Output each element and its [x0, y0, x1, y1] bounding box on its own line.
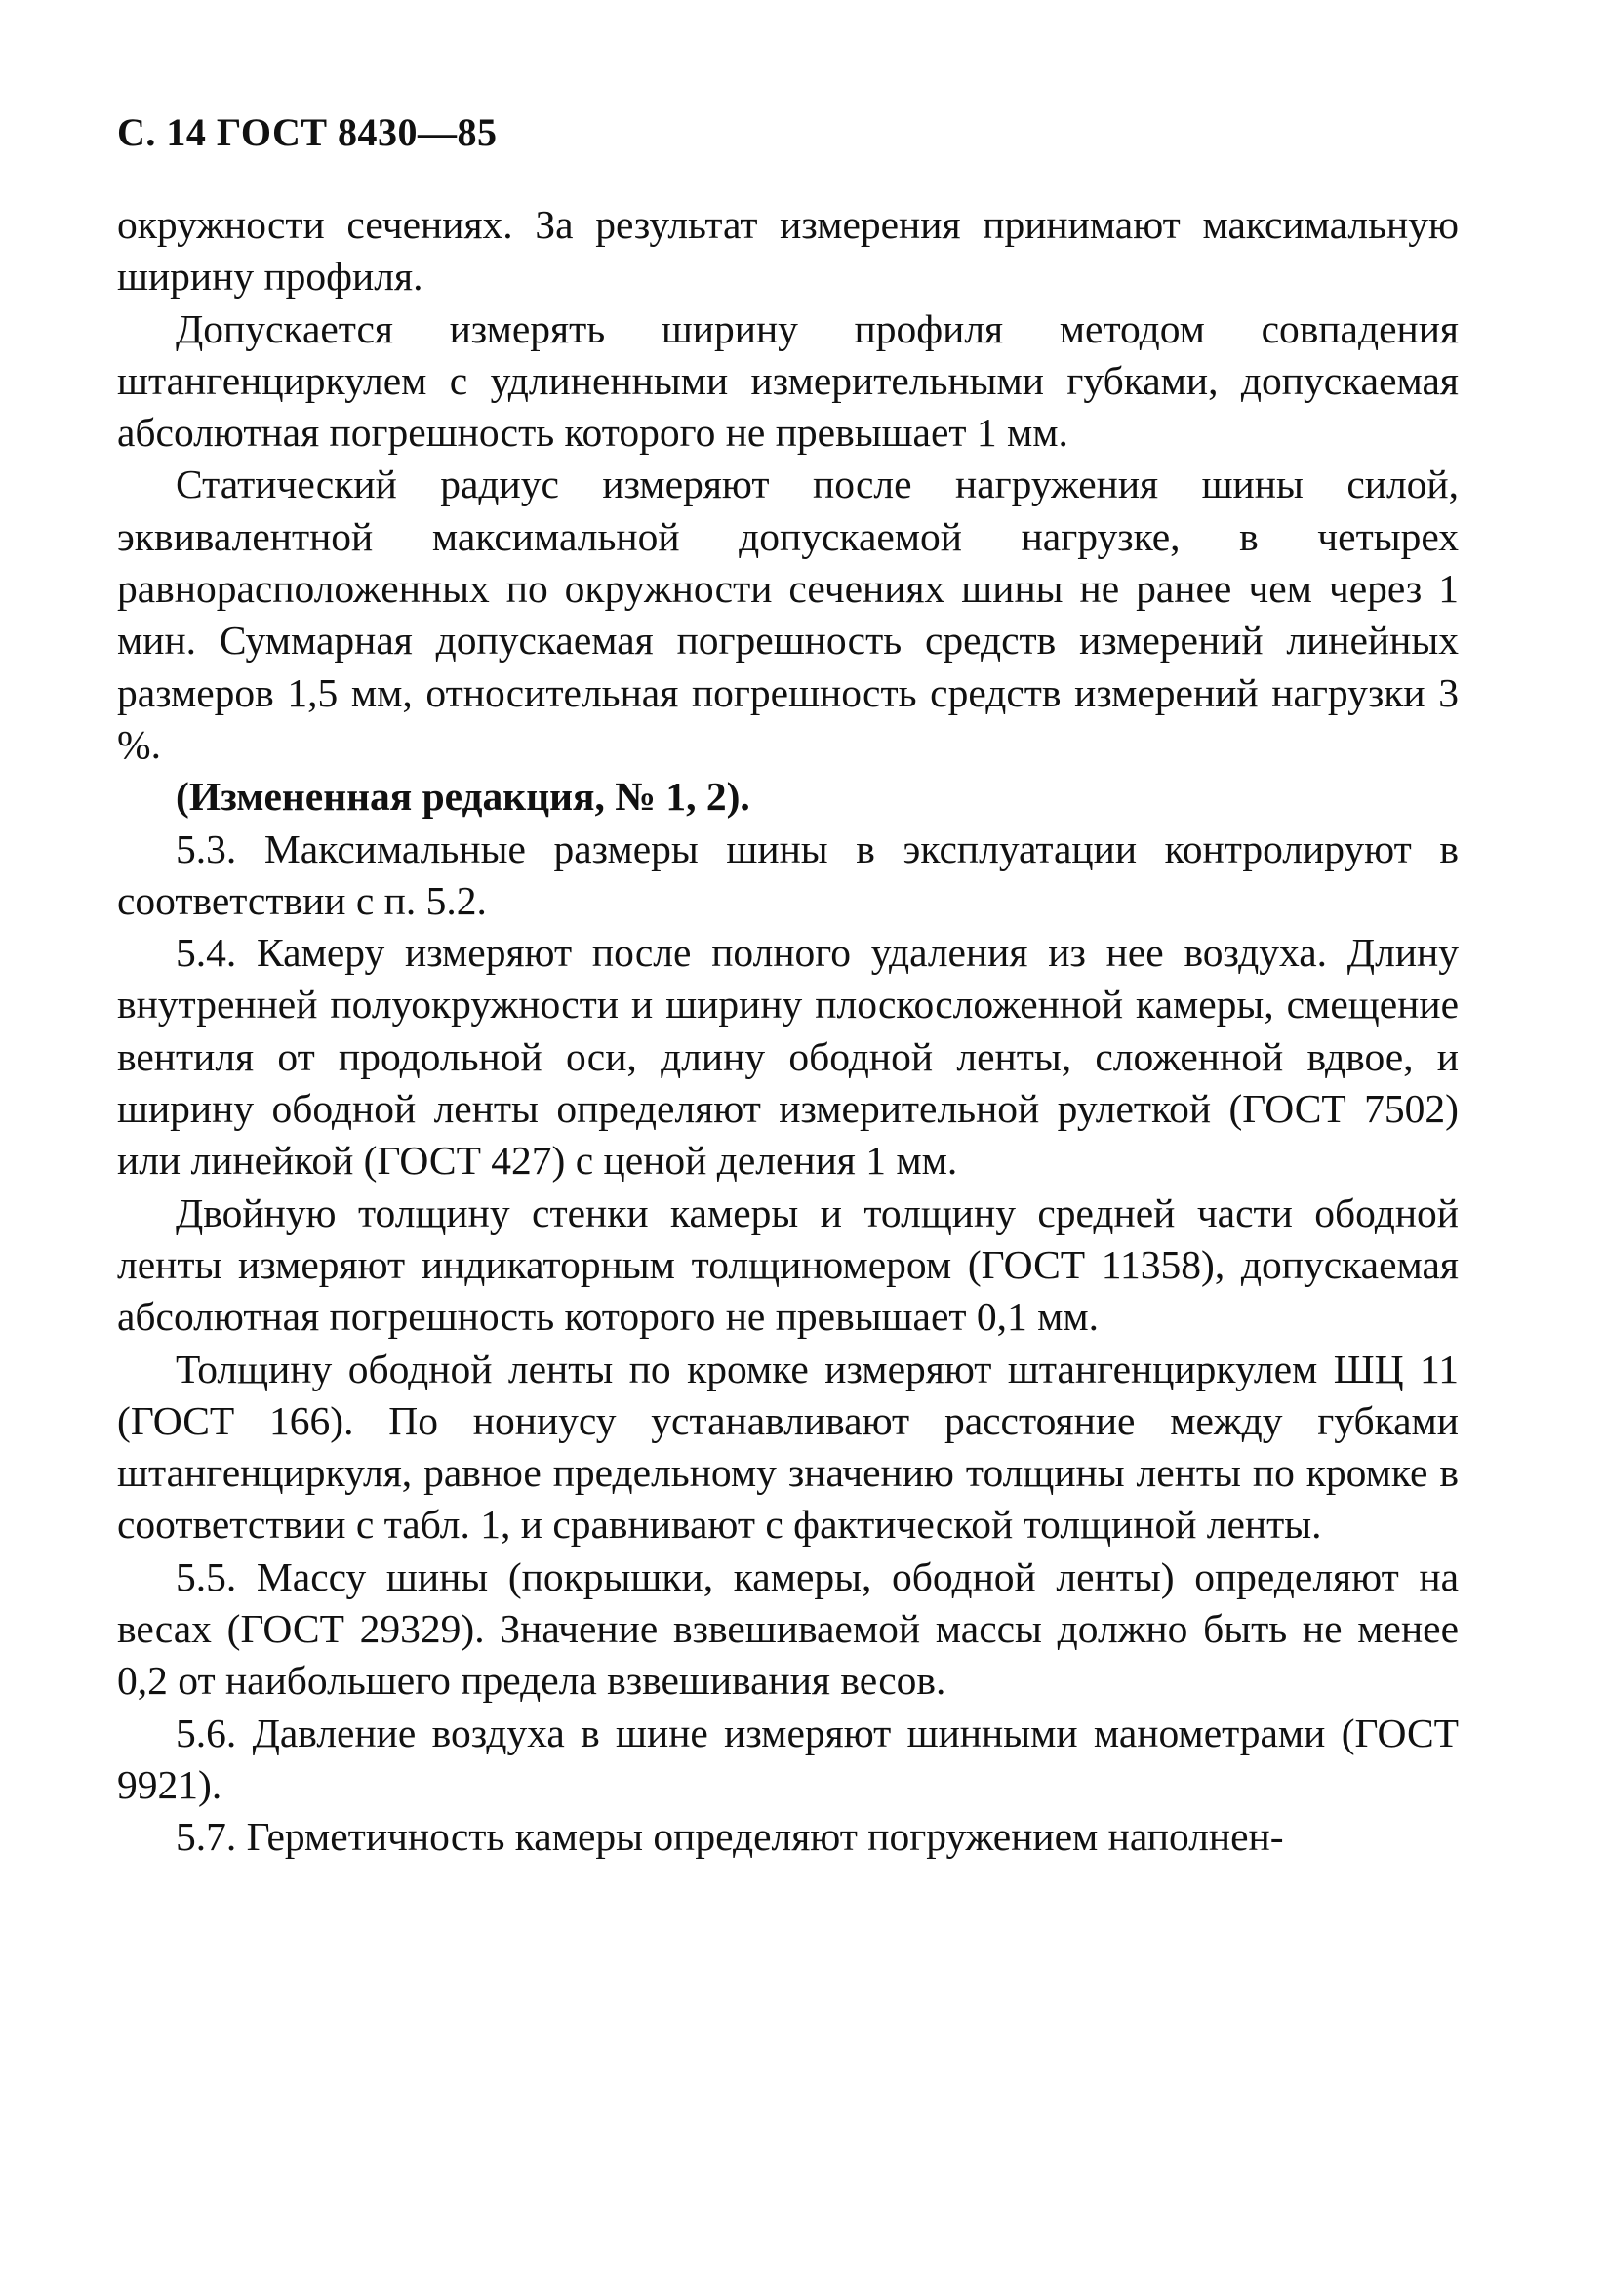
- document-body: [117, 199, 1459, 1864]
- paragraph-5-6: 5.6. Давление воздуха в шине измеряют шинными манометрами (ГОСТ 9921).: [117, 1710, 1459, 1807]
- paragraph-static-radius: Статический радиус измеряют после нагружения шины силой, эквивалентной максимальной допускаемой нагрузке, в четырех равнорасположенных по окружности сечениях шины не ранее чем через 1 мин. Суммарная допускаемая погрешность средств измерений линейных размеров 1,5 мм, относительная погрешность средств измерений нагрузки 3 %.: [117, 462, 1459, 767]
- paragraph-5-4: 5.4. Камеру измеряют после полного удаления из нее воздуха. Длину внутренней полуокружности и ширину плоскосложенной камеры, смещение вентиля от продольной оси, длину ободной ленты, сложенной вдвое, и ширину ободной ленты определяют измерительной рулеткой (ГОСТ 7502) или линейкой (ГОСТ 427) с ценой деления 1 мм.: [117, 930, 1459, 1184]
- page-header: С. 14 ГОСТ 8430—85: [117, 110, 498, 154]
- paragraph-5-5: 5.5. Массу шины (покрышки, камеры, ободной ленты) определяют на весах (ГОСТ 29329). Значение взвешиваемой массы должно быть не менее 0,2 от наибольшего предела взвешивания весов.: [117, 1553, 1459, 1704]
- paragraph-edge-thickness: Толщину ободной ленты по кромке измеряют штангенциркулем ШЦ 11 (ГОСТ 166). По нониусу устанавливают расстояние между губками штангенциркуля, равное предельному значению толщины ленты по кромке в соответствии с табл. 1, и сравнивают с фактической толщиной ленты.: [117, 1346, 1459, 1548]
- paragraph-5-3: 5.3. Максимальные размеры шины в эксплуатации контролируют в соответствии с п. 5.2.: [117, 826, 1459, 923]
- paragraph-profile-width: Допускается измерять ширину профиля методом совпадения штангенциркулем с удлиненными измерительными губками, допускаемая абсолютная погрешность которого не превышает 1 мм.: [117, 305, 1459, 456]
- paragraph-continuation: окружности сечениях. За результат измерения принимают максимальную ширину профиля.: [117, 202, 1459, 300]
- paragraph-5-7: 5.7. Герметичность камеры определяют погружением наполнен-: [176, 1814, 1284, 1860]
- paragraph-wall-thickness: Двойную толщину стенки камеры и толщину средней части ободной ленты измеряют индикаторным толщиномером (ГОСТ 11358), допускаемая абсолютная погрешность которого не превышает 0,1 мм.: [117, 1189, 1459, 1340]
- paragraph-amendment-note: (Измененная редакция, № 1, 2).: [176, 774, 750, 820]
